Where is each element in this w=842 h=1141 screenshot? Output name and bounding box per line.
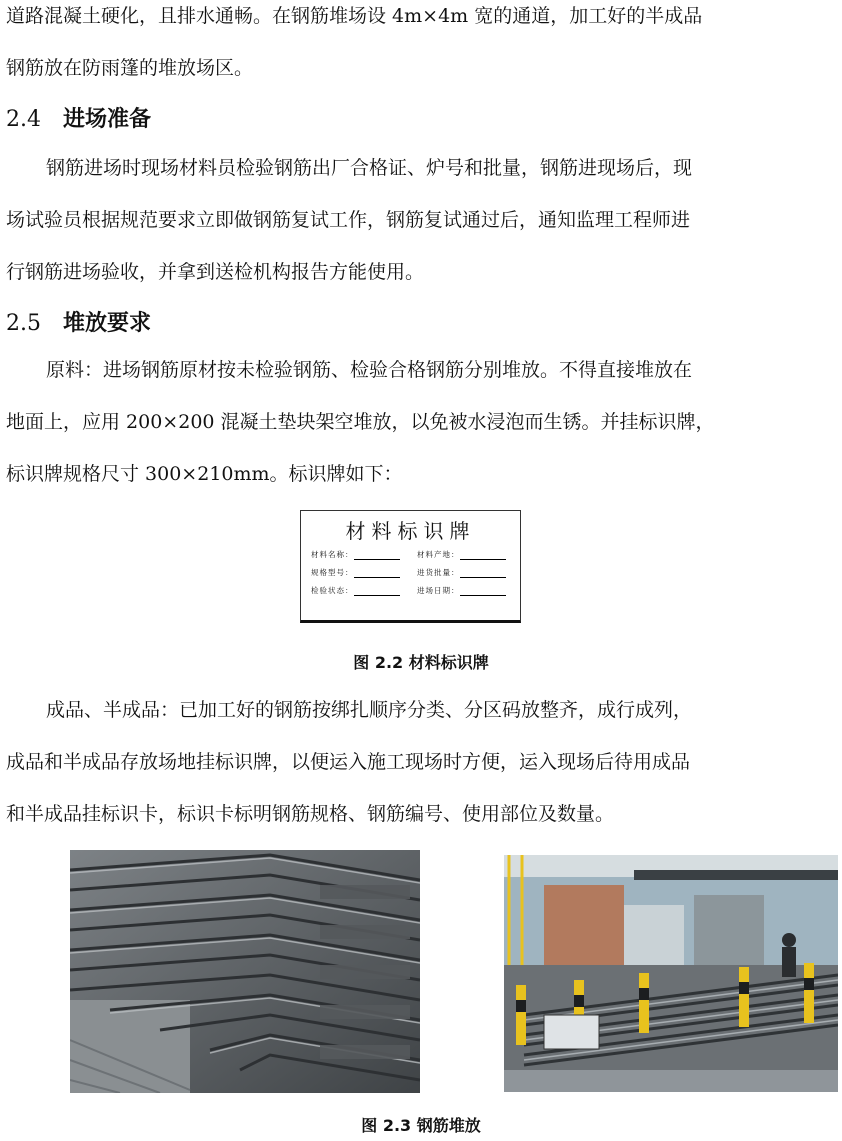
text-line: 钢筋进场时现场材料员检验钢筋出厂合格证、炉号和批量，钢筋进现场后，现 — [46, 157, 693, 179]
heading-text: 进场准备 — [63, 107, 152, 132]
text-line: 标识牌规格尺寸 300×210mm。标识牌如下： — [6, 463, 403, 485]
paragraph-finished-products — [6, 684, 778, 840]
sign-title: 材料标识牌 — [345, 519, 476, 543]
text-line: 场试验员根据规范要求立即做钢筋复试工作，钢筋复试通过后，通知监理工程师进 — [6, 209, 691, 231]
sign-blank-line — [354, 569, 400, 578]
sign-field-label: 材料产地： — [417, 550, 460, 559]
figure-caption-2-3: 图 2.3 钢筋堆放 — [361, 1116, 481, 1135]
heading-2-5 — [6, 306, 151, 337]
sign-blank-line — [460, 551, 506, 560]
text-line: 成品和半成品存放场地挂标识牌，以便运入施工现场时方便，运入现场后待用成品 — [6, 751, 691, 773]
sign-field-label: 进场日期： — [417, 586, 460, 595]
sign-blank-line — [354, 551, 400, 560]
sign-field-label: 规格型号： — [311, 568, 354, 577]
text-line: 钢筋放在防雨篷的堆放场区。 — [6, 57, 254, 79]
material-sign — [300, 510, 521, 623]
text-line: 行钢筋进场验收，并拿到送检机构报告方能使用。 — [6, 261, 425, 283]
sign-blank-line — [354, 587, 400, 596]
sign-blank-line — [460, 569, 506, 578]
paragraph-storage-road — [6, 0, 778, 94]
photo-rebar-yard — [504, 855, 838, 1092]
sign-field-label: 检验状态： — [311, 586, 354, 595]
text-line: 地面上，应用 200×200 混凝土垫块架空堆放，以免被水浸泡而生锈。并挂标识牌， — [6, 411, 715, 433]
heading-number: 2.4 — [6, 107, 41, 132]
paragraph-entry-prep — [6, 142, 778, 298]
rebar-frames-image — [70, 850, 420, 1093]
heading-number: 2.5 — [6, 311, 41, 336]
sign-field-label: 材料名称： — [311, 550, 354, 559]
text-line: 道路混凝土硬化，且排水通畅。在钢筋堆场设 4m×4m 宽的通道，加工好的半成品 — [6, 5, 703, 27]
text-line: 原料：进场钢筋原材按未检验钢筋、检验合格钢筋分别堆放。不得直接堆放在 — [46, 359, 693, 381]
heading-text: 堆放要求 — [63, 311, 152, 336]
sign-field-label: 进货批量： — [417, 568, 460, 577]
text-line: 和半成品挂标识卡，标识卡标明钢筋规格、钢筋编号、使用部位及数量。 — [6, 803, 615, 825]
text-line: 成品、半成品：已加工好的钢筋按绑扎顺序分类、分区码放整齐，成行成列， — [46, 699, 693, 721]
sign-blank-line — [460, 587, 506, 596]
rebar-yard-image — [504, 855, 838, 1092]
heading-2-4 — [6, 102, 151, 133]
paragraph-raw-material — [6, 344, 778, 500]
figure-caption-2-2: 图 2.2 材料标识牌 — [353, 653, 489, 672]
photo-rebar-frames — [70, 850, 420, 1093]
